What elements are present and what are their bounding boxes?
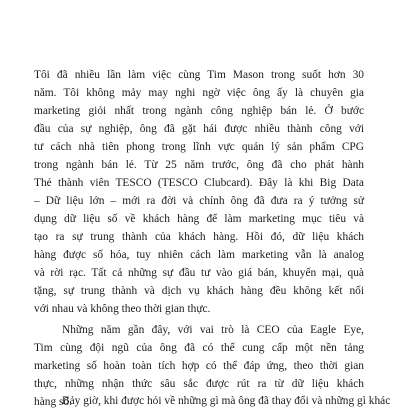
paragraph-1-line-10: tạo ra sự trung thành của khách hàng. Hồi đó, dữ liệu khách [34, 231, 364, 243]
paragraph-1-line-6: trong ngành bán lẻ. Từ 25 năm trước, ông đã cho phát hành [34, 159, 364, 171]
paragraph-2-line-5: hàng số. [34, 396, 72, 408]
paragraph-2-line-2: Tim cùng đội ngũ của ông đã có thể cung cấp một nền tảng [34, 342, 364, 354]
paragraph-1-line-4: đầu của sự nghiệp, ông đã gặt hái được nhiều thành công với [34, 123, 364, 135]
paragraph-2-line-4: thực, những nhận thức sâu sắc được rút ra từ dữ liệu khách [34, 378, 364, 390]
paragraph-2-line-3: marketing số hoàn toàn tích hợp có thể đáp ứng, theo thời gian [34, 360, 364, 372]
partial-next-line: Bảy giờ, khi được hỏi về những gì mà ông đã thay đổi và những gì khác [62, 395, 391, 407]
paragraph-1-line-3: marketing giỏi nhất trong ngành công nghiệp bán lẻ. Ở bước [34, 105, 364, 117]
paragraph-1-line-14: với nhau và không theo thời gian thực. [34, 303, 211, 315]
paragraph-1-line-5: tư cách nhà tiên phong trong lĩnh vực quản lý sản phẩm CPG [34, 141, 364, 153]
paragraph-1-line-8: – Dữ liệu lớn – mới ra đời và chính ông đã đưa ra ý tưởng sử [34, 195, 364, 207]
paragraph-1-line-11: hàng được số hóa, tuy nhiên cách làm marketing vẫn là analog [34, 249, 364, 261]
paragraph-2-line-1: Những năm gần đây, với vai trò là CEO của Eagle Eye, [62, 324, 364, 336]
paragraph-1-line-12: và rời rạc. Tất cả những sự đầu tư vào giá bán, khuyến mại, quà [34, 267, 364, 279]
paragraph-1-line-13: tặng, sự trung thành và dịch vụ khách hàng đều không kết nối [34, 285, 364, 297]
paragraph-1-line-7: Thẻ thành viên TESCO (TESCO Clubcard). Đây là khi Big Data [34, 177, 364, 189]
paragraph-1-line-1: Tôi đã nhiều lần làm việc cùng Tim Mason trong suốt hơn 30 [34, 69, 364, 81]
paragraph-1-line-2: năm. Tôi không mảy may nghi ngờ việc ông ấy là chuyên gia [34, 87, 364, 99]
paragraph-1-line-9: dụng dữ liệu số về khách hàng để làm marketing mục tiêu và [34, 213, 364, 225]
